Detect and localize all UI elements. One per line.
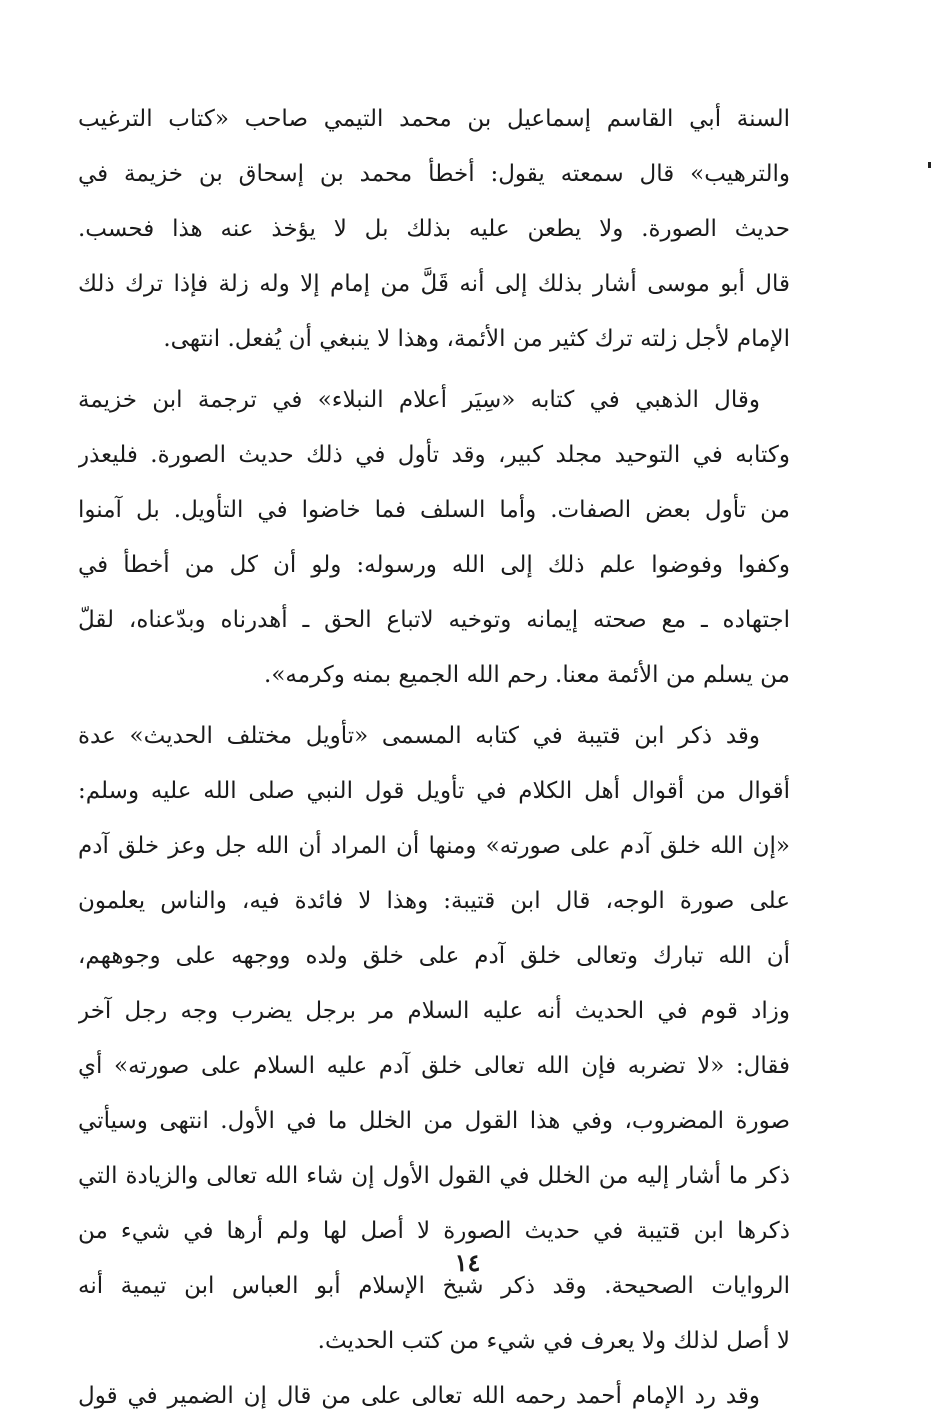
paragraph	[78, 373, 790, 703]
text-line: لا أصل لذلك ولا يعرف في شيء من كتب الحديث.	[317, 1328, 790, 1354]
text-line: فقال: «لا تضربه فإن الله تعالى خلق آدم عليه السلام على صورته» أي	[78, 1053, 790, 1079]
paragraph	[78, 1369, 790, 1424]
text-line: والترهيب» قال سمعته يقول: أخطأ محمد بن إسحاق بن خزيمة في	[78, 161, 790, 187]
text-line: وزاد قوم في الحديث أنه عليه السلام مر برجل يضرب وجه رجل آخر	[78, 998, 790, 1024]
text-line: وقد رد الإمام أحمد رحمه الله تعالى على من قال إن الضمير في قول	[78, 1383, 760, 1409]
margin-mark	[928, 162, 931, 168]
text-line: الإمام لأجل زلته ترك كثير من الأئمة، وهذا لا ينبغي أن يُفعل. انتهى.	[163, 326, 790, 352]
text-line: حديث الصورة. ولا يطعن عليه بذلك بل لا يؤخذ عنه هذا فحسب.	[78, 216, 790, 242]
text-line: أقوال من أقوال أهل الكلام في تأويل قول النبي صلى الله عليه وسلم:	[78, 778, 790, 804]
text-line: من يسلم من الأئمة معنا. رحم الله الجميع بمنه وكرمه».	[264, 662, 790, 688]
text-line: الروايات الصحيحة. وقد ذكر شيخ الإسلام أبو العباس ابن تيمية أنه	[78, 1273, 790, 1299]
text-line: وكتابه في التوحيد مجلد كبير، وقد تأول في ذلك حديث الصورة. فليعذر	[78, 442, 790, 468]
text-line: صورة المضروب، وفي هذا القول من الخلل ما في الأول. انتهى وسيأتي	[78, 1108, 790, 1134]
text-line: ذكرها ابن قتيبة في حديث الصورة لا أصل لها ولم أرها في شيء من	[78, 1218, 790, 1244]
paragraph	[78, 92, 790, 367]
page-number: ١٤	[454, 1248, 481, 1277]
text-line: اجتهاده ـ مع صحته إيمانه وتوخيه لاتباع الحق ـ أهدرناه وبدّعناه، لقلّ	[78, 607, 790, 633]
text-line: «إن الله خلق آدم على صورته» ومنها أن المراد أن الله جل وعز خلق آدم	[78, 833, 790, 859]
text-line: قال أبو موسى أشار بذلك إلى أنه قَلَّ من إمام إلا وله زلة فإذا ترك ذلك	[78, 271, 790, 297]
text-line: من تأول بعض الصفات. وأما السلف فما خاضوا في التأويل. بل آمنوا	[78, 497, 790, 523]
text-line: وقال الذهبي في كتابه «سِيَر أعلام النبلاء» في ترجمة ابن خزيمة	[78, 387, 760, 413]
body-text	[78, 92, 790, 1424]
text-line: أن الله تبارك وتعالى خلق آدم على خلق ولده ووجهه على وجوههم،	[78, 943, 790, 969]
text-line: وكفوا وفوضوا علم ذلك إلى الله ورسوله: ولو أن كل من أخطأ في	[78, 552, 790, 578]
text-line: على صورة الوجه، قال ابن قتيبة: وهذا لا فائدة فيه، والناس يعلمون	[78, 888, 790, 914]
text-line: السنة أبي القاسم إسماعيل بن محمد التيمي صاحب «كتاب الترغيب	[78, 106, 790, 132]
text-line: وقد ذكر ابن قتيبة في كتابه المسمى «تأويل مختلف الحديث» عدة	[78, 723, 760, 749]
text-line: ذكر ما أشار إليه من الخلل في القول الأول إن شاء الله تعالى والزيادة التي	[78, 1163, 790, 1189]
